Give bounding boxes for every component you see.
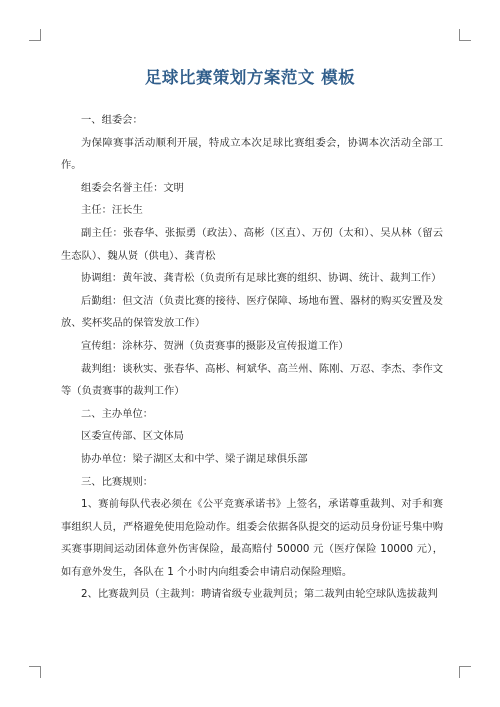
paragraph-logistics-group: 后勤组：但文洁（负责比赛的接待、医疗保障、场地布置、器材的购买安置及发放、奖杯奖品的保管发放工作） xyxy=(61,294,443,330)
paragraph-rule-2: 2、比赛裁判员（主裁判：聘请省级专业裁判员；第二裁判由轮空球队选拔裁判 xyxy=(81,588,438,601)
section-heading-organizers: 二、主办单位： xyxy=(81,407,154,420)
paragraph-committee-purpose: 为保障赛事活动顺利开展，特成立本次足球比赛组委会，协调本次活动全部工作。 xyxy=(61,136,443,172)
crop-mark-top-right-h xyxy=(459,40,471,41)
paragraph-rule-1: 1、赛前每队代表必须在《公平竞赛承诺书》上签名，承诺尊重裁判、对手和赛事组织人员，严格避免使用危险动作。组委会依据各队提交的运动员身份证号集中购买赛事期间运动团体意外伤害保险，最高赔付 50000 元（医疗保险 10000 元），如有意外发生，各队在 1 个小时内向组委会申请启动保险理赔。 xyxy=(61,498,443,578)
crop-mark-bottom-right-h xyxy=(459,666,471,667)
crop-mark-bottom-left-v xyxy=(40,666,41,678)
paragraph-organizers: 区委宣传部、区文体局 xyxy=(81,430,184,443)
paragraph-director: 主任：汪长生 xyxy=(81,204,143,217)
document-body xyxy=(61,109,443,606)
paragraph-honorary-director: 组委会名誉主任：文明 xyxy=(81,181,184,194)
crop-mark-top-left-v xyxy=(40,29,41,41)
paragraph-coordination-group: 协调组：黄年波、龚青松（负责所有足球比赛的组织、协调、统计、裁判工作） xyxy=(81,272,442,285)
crop-mark-top-right-v xyxy=(459,29,460,41)
document-title: 足球比赛策划方案范文 模板 xyxy=(144,68,356,87)
paragraph-co-organizers: 协办单位：梁子湖区太和中学、梁子湖足球俱乐部 xyxy=(81,452,308,465)
section-heading-rules: 三、比赛规则： xyxy=(81,475,154,488)
paragraph-publicity-group: 宣传组：涂林芬、贺洲（负责赛事的摄影及宣传报道工作） xyxy=(81,339,349,352)
paragraph-deputy-directors: 副主任：张春华、张振勇（政法）、高彬（区直）、万仞（太和）、吴从林（留云生态队）、魏从贤（供电）、龚青松 xyxy=(61,226,443,262)
section-heading-committee: 一、组委会： xyxy=(81,114,143,126)
paragraph-referee-group: 裁判组：谈秋实、张春华、高彬、柯斌华、高兰州、陈刚、万忍、李杰、李作文等（负责赛事的裁判工作） xyxy=(61,362,443,398)
crop-mark-bottom-right-v xyxy=(459,666,460,678)
